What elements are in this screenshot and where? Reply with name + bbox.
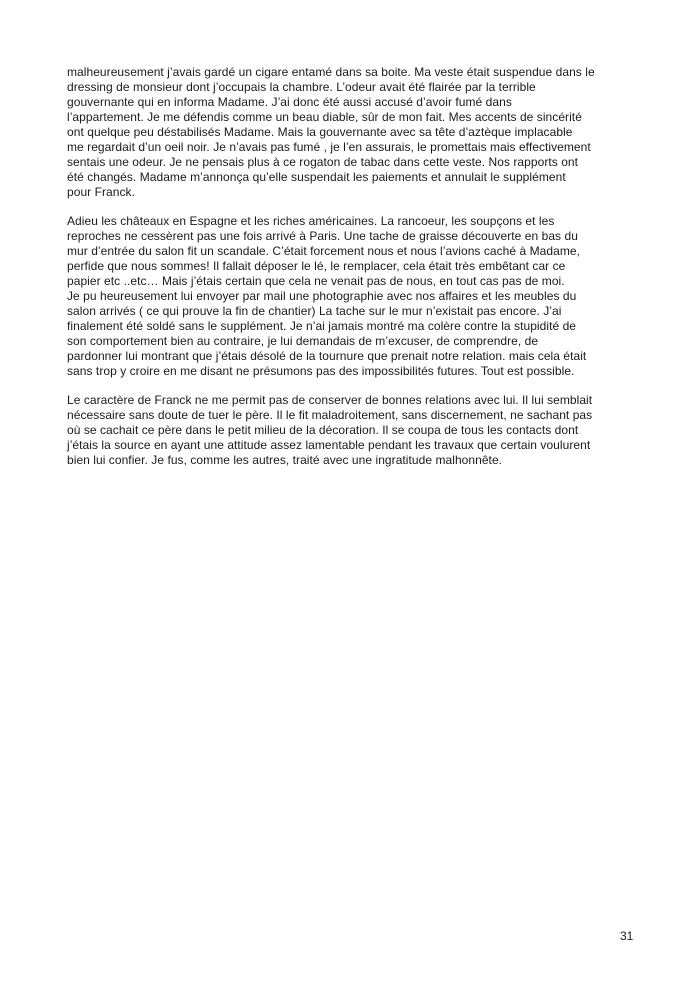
text-line: sentais une odeur. Je ne pensais plus à ce rogaton de tabac dans cette veste. Nos rapports ont [67, 155, 579, 169]
text-line: bien lui confier. Je fus, comme les autres, traité avec une ingratitude malhonnête. [67, 453, 503, 467]
text-line: mur d’entrée du salon fit un scandale. C’était forcement nous et nous l’avions caché à Madame, [67, 244, 580, 258]
text-line: Le caractère de Franck ne me permit pas de conserver de bonnes relations avec lui. Il lui semblait [67, 393, 593, 407]
text-line: gouvernante qui en informa Madame. J’ai donc été aussi accusé d’avoir fumé dans [67, 95, 512, 109]
text-line: Je pu heureusement lui envoyer par mail une photographie avec nos affaires et les meubles du [67, 289, 577, 303]
text-line: papier etc ..etc… Mais j’étais certain que cela ne venait pas de nous, en tout cas pas de moi. [67, 274, 565, 288]
text-line: ont quelque peu déstabilisés Madame. Mais la gouvernante avec sa tête d’aztèque implacable [67, 125, 573, 139]
text-line: pour Franck. [67, 185, 135, 199]
paragraph-3 [67, 393, 633, 468]
text-line: salon arrivés ( ce qui prouve la fin de chantier) La tache sur le mur n’existait pas encore. J’ai [67, 304, 562, 318]
paragraph-1 [67, 65, 633, 200]
text-line: son comportement bien au contraire, je lui demandais de m’excuser, de comprendre, de [67, 334, 539, 348]
text-line: me regardait d’un oeil noir. Je n’avais pas fumé , je l’en assurais, le promettais mais effectivement [67, 140, 591, 154]
text-line: j’étais la source en ayant une attitude assez lamentable pendant les travaux que certain voulurent [67, 438, 591, 452]
text-line: été changés. Madame m’annonça qu’elle suspendait les paiements et annulait le supplément [67, 170, 566, 184]
text-line: l’appartement. Je me défendis comme un beau diable, sûr de mon fait. Mes accents de sincérité [67, 110, 582, 124]
text-line: finalement été soldé sans le supplément. Je n’ai jamais montré ma colère contre la stupidité de [67, 319, 577, 333]
text-line: malheureusement j’avais gardé un cigare entamé dans sa boite. Ma veste était suspendue dans le [67, 65, 595, 79]
text-line: où se cachait ce père dans le petit milieu de la décoration. Il se coupa de tous les contacts dont [67, 423, 579, 437]
text-line: nécessaire sans doute de tuer le père. Il le fit maladroitement, sans discernement, ne sachant pas [67, 408, 593, 422]
paragraph-2 [67, 214, 633, 379]
text-line: pardonner lui montrant que j’étais désolé de la tournure que prenait notre relation. mais cela était [67, 349, 587, 363]
text-line: Adieu les châteaux en Espagne et les riches américaines. La rancoeur, les soupçons et les [67, 214, 555, 228]
text-line: perfide que nous sommes! Il fallait déposer le lé, le remplacer, cela était très embêtant car ce [67, 259, 566, 273]
text-line: dressing de monsieur dont j’occupais la chambre. L’odeur avait été flairée par la terrible [67, 80, 536, 94]
page-number: 31 [620, 929, 634, 943]
text-line: reproches ne cessèrent pas une fois arrivé à Paris. Une tache de graisse découverte en bas du [67, 229, 578, 243]
text-line: sans trop y croire en me disant ne présumons pas des impossibilités futures. Tout est possible. [67, 364, 575, 378]
body-text [67, 65, 633, 482]
